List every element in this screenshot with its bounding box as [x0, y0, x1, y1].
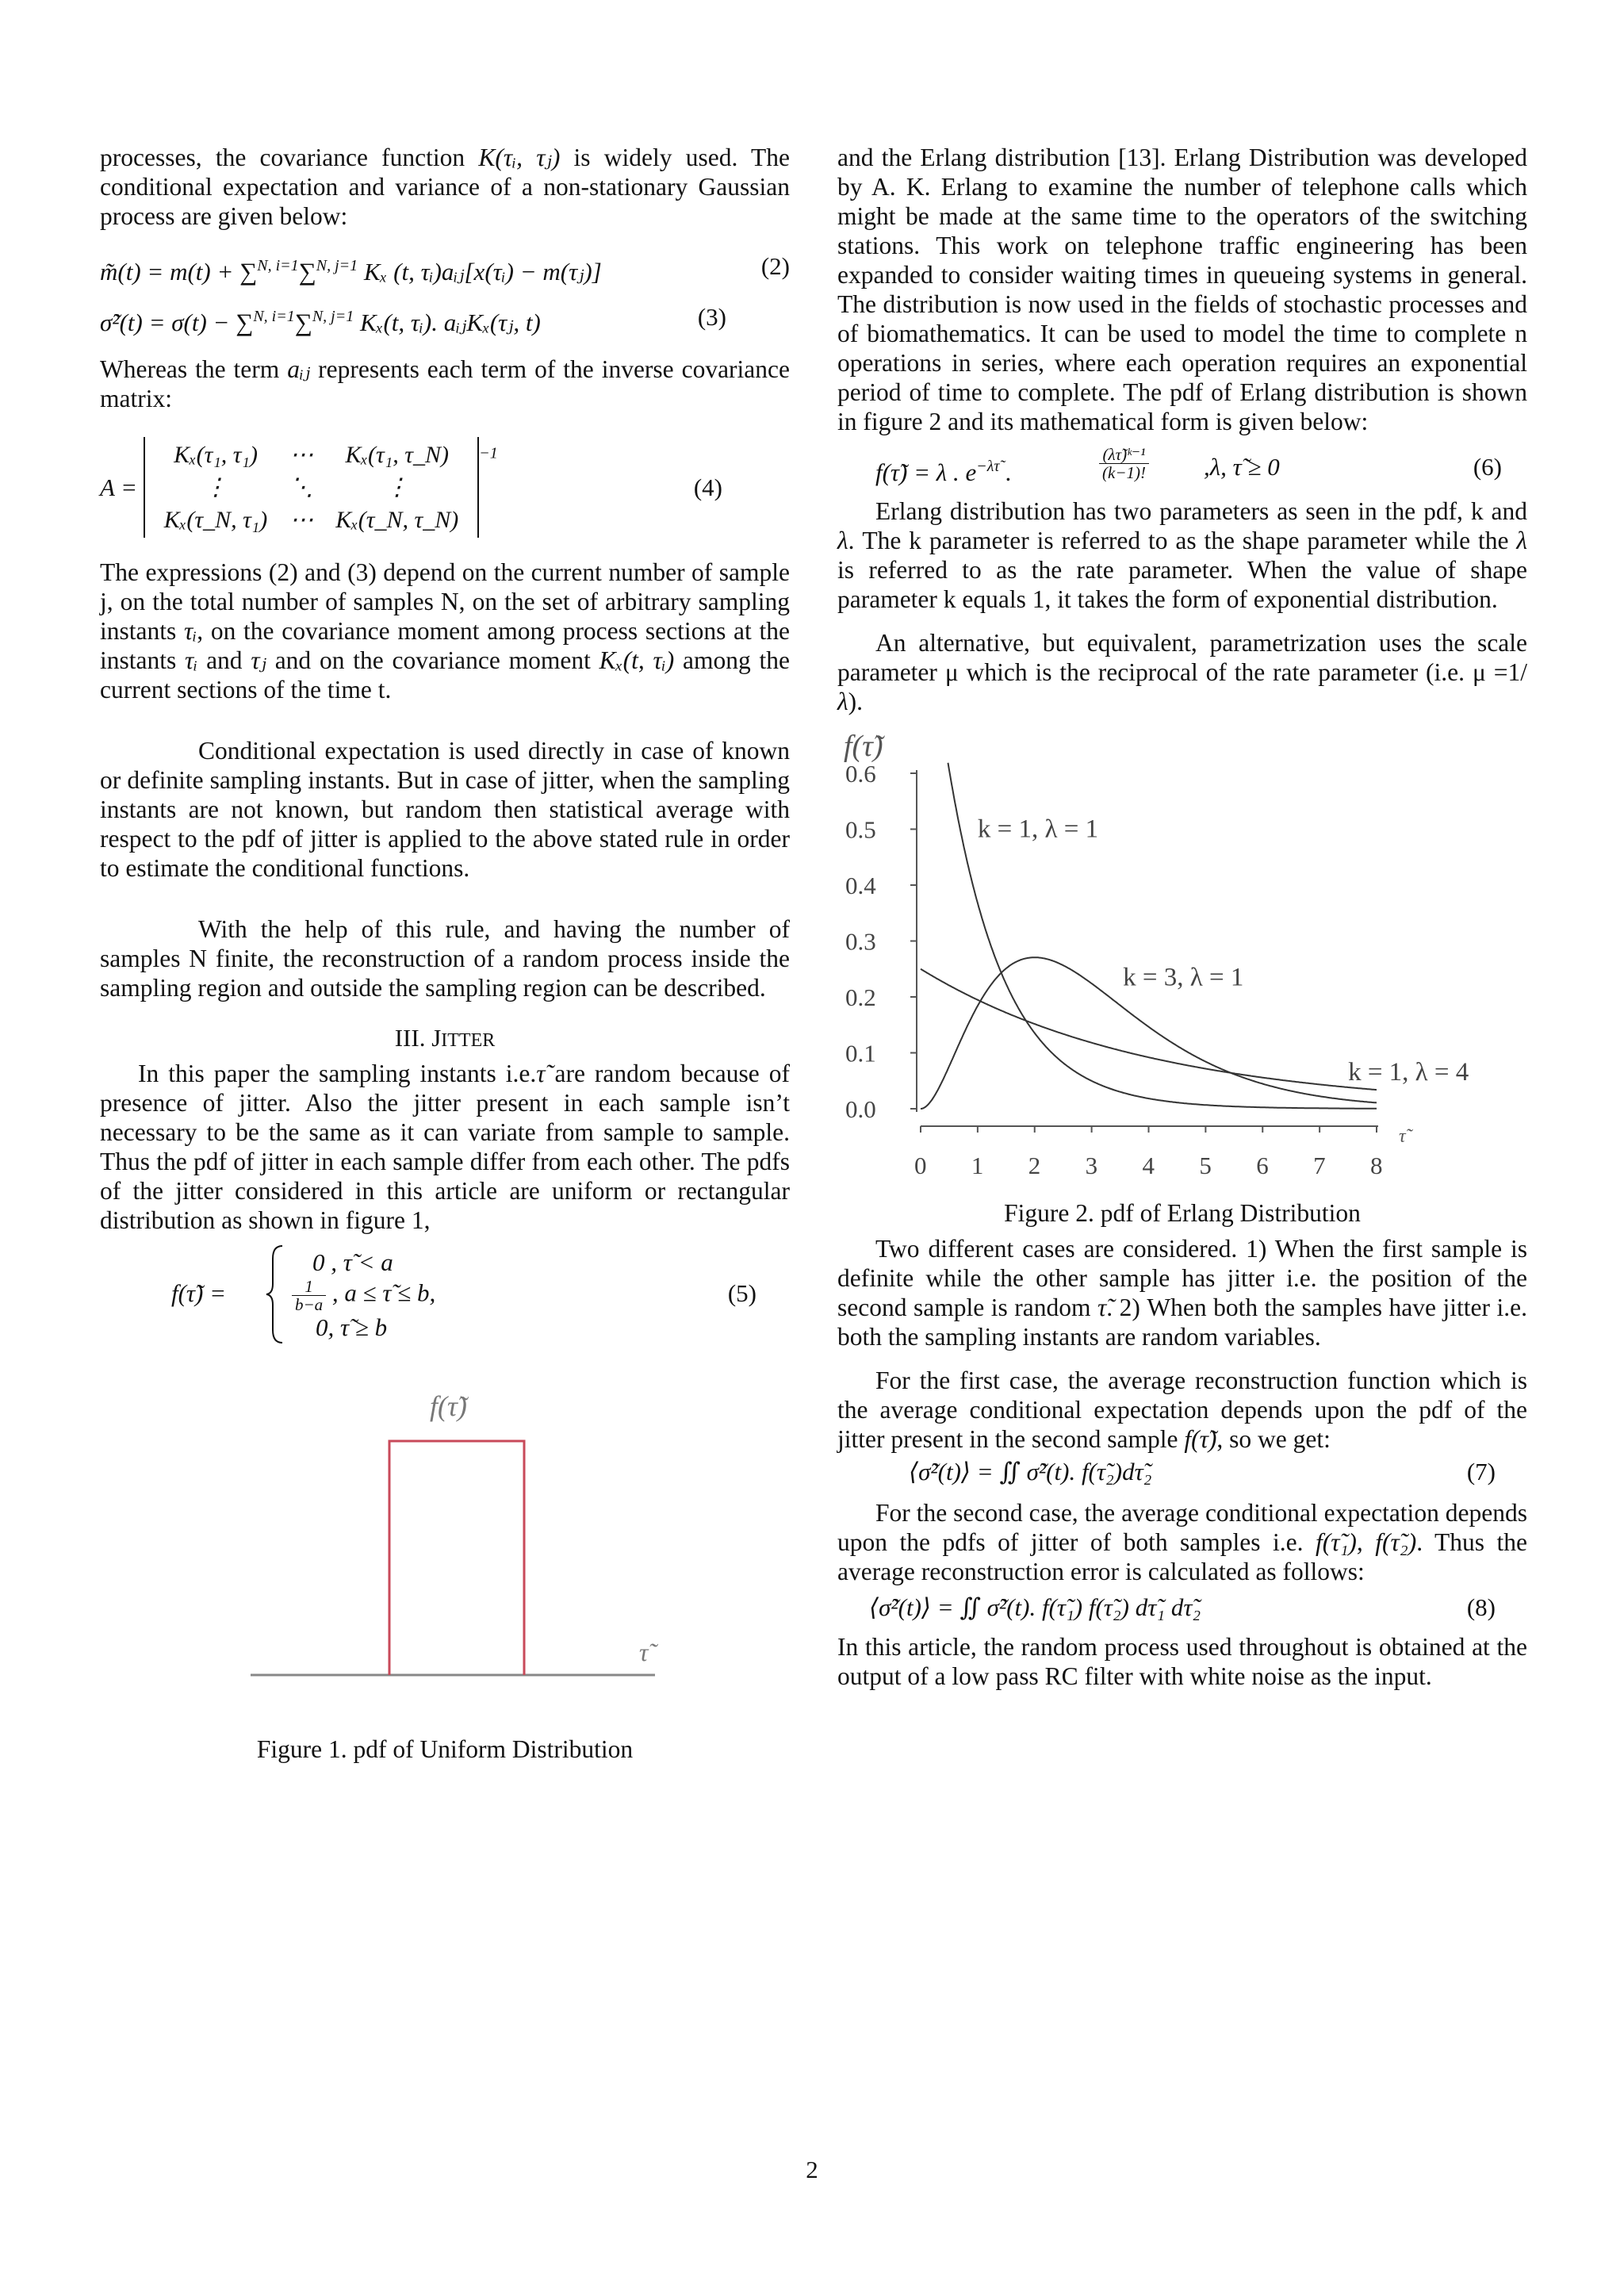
eq-exp: −λτ̃ — [976, 458, 1000, 475]
matrix-cell: ⋯ — [289, 442, 314, 468]
text: The expressions (2) and (3) depend on the current number of sample j, on the total number of samples N, on the set of arbitrary sampling instants — [100, 558, 790, 645]
uniform-pdf-plot — [100, 1386, 790, 1719]
math-inline: λ — [837, 688, 848, 715]
matrix-cell: ⋯ — [289, 507, 314, 533]
matrix-exponent: −1 — [479, 444, 498, 462]
math-inline: f(τ̃₁), f(τ̃₂) — [1315, 1528, 1417, 1556]
right-paragraph-1: and the Erlang distribution [13]. Erlang Distribution was developed by A. K. Erlang to examine the number of telephone calls which might be made at the same time to the operators of the switching stations. This work on telephone traffic engineering has been expanded to consider waiting times in queueing systems in general. The distribution is now used in the fields of stochastic processes and of biomathematics. It can be used to model the time to complete n operations in series, where each operation requires an exponential period of time to complete. The pdf of Erlang distribution is shown in figure 2 and its mathematical form is given below: — [837, 144, 1527, 435]
frac-num: 1 — [292, 1278, 326, 1296]
y-tick-label: 0.3 — [845, 927, 876, 956]
sum-limits: N, i=1 — [253, 308, 295, 325]
x-tick-label: 2 — [1028, 1152, 1041, 1179]
text: For the first case, the average reconstruction function which is the average conditional expectation depends upon the pdf of the jitter present in the second sample — [837, 1366, 1527, 1453]
section-heading — [100, 1023, 790, 1056]
text: and on the covariance moment — [266, 646, 599, 674]
equation-3: σ̃²(t) = σ(t) − ∑$^{N, i=1}$∑$^{N, j=1}$ Kₓ(t, τᵢ). aᵢⱼKₓ(τⱼ, t) (3) — [100, 303, 726, 336]
x-tick-label: 0 — [914, 1152, 927, 1179]
equation-number: (3) — [697, 303, 726, 331]
left-column — [100, 143, 790, 1764]
x-tick-label: 5 — [1199, 1152, 1212, 1179]
eq-body: ⟨σ̃²(t)⟩ = ∬ σ̃²(t). f(τ̃₂)dτ̃₂ — [909, 1458, 1152, 1485]
eq-case: 0, τ̃ ≥ b — [316, 1313, 388, 1341]
equation-number: (7) — [1466, 1458, 1496, 1485]
heading-number: III. — [394, 1024, 426, 1052]
frac-num: (λτ̃)ᵏ⁻¹ — [1099, 446, 1149, 464]
left-paragraph-6 — [100, 1059, 790, 1235]
equation-6 — [837, 444, 1527, 489]
eq-lhs — [875, 452, 1012, 487]
matrix — [144, 437, 479, 538]
eq-lhs: f(τ̃) = — [171, 1279, 227, 1307]
eq-case-rest: , a ≤ τ̃ ≤ b, — [326, 1278, 436, 1307]
y-tick-label: 0.2 — [845, 983, 876, 1011]
math-inline: τᵢ — [185, 646, 198, 674]
text: ). — [848, 688, 864, 715]
equation-number: (2) — [760, 252, 790, 280]
eq-body: ⟨σ̃²(t)⟩ = ∬ σ̃²(t). f(τ̃₁) f(τ̃₂) dτ̃₁ dτ̃₂ — [869, 1593, 1201, 1621]
left-paragraph-3 — [100, 558, 790, 704]
math-inline: f(τ̃) — [1184, 1425, 1217, 1453]
text: , on the covariance moment among process sections at the instants — [100, 617, 790, 674]
right-paragraph-7: In this article, the random process used throughout is obtained at the output of a low pass RC filter with white noise as the input. — [837, 1633, 1527, 1690]
figure-2 — [837, 726, 1527, 1202]
equation-number: (8) — [1466, 1593, 1496, 1621]
eq-rest: Kₓ(t, τᵢ). aᵢⱼKₓ(τⱼ, t) — [360, 309, 541, 336]
equation-7 — [837, 1457, 1527, 1489]
y-tick-label: 0.4 — [845, 872, 876, 899]
fig1-ylabel: f(τ̃) — [430, 1390, 467, 1422]
heading-rest: ITTER — [441, 1030, 496, 1051]
right-paragraph-2 — [837, 496, 1527, 614]
eq-lhs: A = — [100, 473, 138, 501]
eq-dot: . — [999, 458, 1013, 486]
math-inline: Kₓ(t, τᵢ) — [599, 646, 675, 674]
matrix-cell: Kₓ(τ_N, τ_N) — [335, 507, 459, 533]
equation-number: (4) — [693, 473, 722, 501]
eq6-fraction — [1099, 446, 1149, 481]
y-tick-label: 0.6 — [845, 760, 876, 788]
text: For the second case, the average conditional expectation depends upon the pdfs of jitter of both samples i.e. — [837, 1499, 1527, 1556]
math-inline: aᵢⱼ — [287, 355, 311, 383]
right-paragraph-6 — [837, 1498, 1527, 1586]
left-paragraph-5: With the help of this rule, and having the number of samples N finite, the reconstruction of a random process inside the sampling region and outside the sampling region can be described. — [100, 915, 790, 1002]
math-inline: τ̃ — [536, 1060, 546, 1087]
x-axis-label: τ̃ — [1399, 1126, 1406, 1147]
y-tick-label: 0.5 — [845, 815, 876, 844]
left-paragraph-4: Conditional expectation is used directly in case of known or definite sampling instants. But in case of jitter, when the sampling instants are not known, but random then statistical average with respect to the pdf of jitter is applied to the above stated rule in order to estimate the conditional functions. — [100, 737, 790, 882]
sum-limits: N, j=1 — [312, 308, 354, 325]
erlang-chart — [837, 726, 1527, 1202]
text: Two different cases are considered. 1) When the first sample is definite while the other sample has jitter i.e. the position of the second sample is random — [837, 1235, 1527, 1321]
matrix-cell: Kₓ(τ_N, τ₁) — [163, 507, 268, 533]
text: and — [197, 646, 251, 674]
left-paragraph-1 — [100, 143, 790, 231]
x-tick-label: 6 — [1256, 1152, 1269, 1179]
equation-number: (5) — [727, 1279, 756, 1307]
x-tick-label: 3 — [1085, 1152, 1098, 1179]
x-tick-label: 8 — [1370, 1152, 1383, 1179]
x-tick-label: 4 — [1142, 1152, 1155, 1179]
matrix-cell: ⋮ — [385, 474, 409, 500]
left-paragraph-2 — [100, 355, 790, 413]
math-inline: λ — [837, 527, 848, 554]
text: , so we get: — [1216, 1425, 1331, 1453]
math-inline: τⱼ — [251, 646, 266, 674]
text: represents each term of the inverse covariance matrix: — [100, 355, 790, 412]
eq-rest: Kₓ (t, τᵢ)aᵢⱼ[x(τᵢ) − m(τⱼ)] — [363, 258, 602, 286]
matrix-cell: Kₓ(τ₁, τ₁) — [174, 442, 258, 468]
math-inline: τᵢ — [183, 617, 197, 645]
sum-limits: N, j=1 — [316, 257, 358, 274]
text: In this paper the sampling instants i.e. — [138, 1060, 537, 1087]
matrix-cell: Kₓ(τ₁, τ_N) — [345, 442, 449, 468]
text: Erlang distribution has two parameters as seen in the pdf, k and — [875, 497, 1527, 525]
frac-den: (k−1)! — [1102, 463, 1146, 482]
equation-4 — [100, 437, 790, 540]
text: . The k parameter is referred to as the shape parameter while the — [848, 527, 1517, 554]
series-label: k = 1, λ = 4 — [1348, 1058, 1469, 1087]
right-paragraph-3 — [837, 628, 1527, 716]
equation-5 — [100, 1243, 790, 1346]
sum-limits: N, i=1 — [257, 257, 299, 274]
uniform-pdf-line — [389, 1441, 524, 1675]
y-tick-label: 0.0 — [845, 1095, 876, 1123]
series-label: k = 1, λ = 1 — [977, 815, 1099, 844]
equation-8 — [837, 1593, 1527, 1624]
figure-1-caption: Figure 1. pdf of Uniform Distribution — [256, 1735, 634, 1763]
math-inline: λ — [1516, 527, 1527, 554]
eq-case — [292, 1278, 435, 1313]
math-inline: K(τᵢ, τⱼ) — [478, 144, 561, 171]
right-column — [837, 143, 1527, 1691]
right-paragraph-4 — [837, 1234, 1527, 1351]
text: among the current sections of the time t. — [100, 646, 791, 703]
eq-case: 0 , τ̃ < a — [312, 1248, 393, 1276]
y-axis-label: f(τ̃) — [844, 730, 883, 763]
equation-number: (6) — [1473, 453, 1502, 481]
heading-initial: J — [431, 1024, 442, 1052]
eq-cond: ,λ, τ̃ ≥ 0 — [1204, 453, 1280, 481]
text: . 2) When both the samples have jitter i.e. both the sampling instants are random variables. — [837, 1294, 1527, 1351]
figure-1 — [100, 1386, 790, 1719]
math-inline: τ̃ — [1097, 1294, 1107, 1321]
series-label: k = 3, λ = 1 — [1123, 963, 1244, 992]
figure-2-caption: Figure 2. pdf of Erlang Distribution — [1004, 1199, 1361, 1227]
text: An alternative, but equivalent, parametrization uses the scale parameter μ which is the reciprocal of the rate parameter (i.e. μ =1/ — [837, 629, 1527, 686]
text: . Thus the average reconstruction error is calculated as follows: — [837, 1528, 1527, 1585]
brace-icon — [265, 1244, 285, 1344]
x-tick-label: 1 — [971, 1152, 984, 1179]
text: is widely used. The conditional expectation and variance of a non-stationary Gaussian process are given below: — [100, 144, 790, 230]
page-number: 2 — [806, 2156, 818, 2183]
eq-lhs: m̃(t) = m(t) + ∑ — [100, 258, 258, 286]
eq-lhs-text: f(τ̃) = λ . e — [875, 458, 977, 486]
x-tick-label: 7 — [1313, 1152, 1326, 1179]
y-tick-label: 0.1 — [845, 1039, 876, 1068]
text: are random because of presence of jitter. Also the jitter present in each sample isn’t necessary to be the same as it can variate from sample to sample. Thus the pdf of jitter in each sample differ from each other. The pdfs of the jitter considered in this article are uniform or rectangular distribution as shown in figure 1, — [100, 1060, 790, 1234]
text: processes, the covariance function — [100, 144, 479, 171]
text: Whereas the term — [100, 355, 288, 383]
eq-lhs: σ̃²(t) = σ(t) − ∑ — [100, 309, 254, 336]
equation-2: m̃(t) = m(t) + ∑$^{N, i=1}$∑$^{N, j=1}$ Kₓ (t, τᵢ)aᵢⱼ[x(τᵢ) − m(τⱼ)] (2) — [100, 252, 790, 286]
frac-den: b−a — [295, 1295, 324, 1314]
fig1-xlabel: τ̃ — [639, 1638, 649, 1666]
matrix-cell: ⋱ — [289, 474, 314, 500]
matrix-cell: ⋮ — [204, 474, 228, 500]
text: is referred to as the rate parameter. When the value of shape parameter k equals 1, it takes the form of exponential distribution. — [837, 556, 1527, 613]
right-paragraph-5 — [837, 1366, 1527, 1454]
